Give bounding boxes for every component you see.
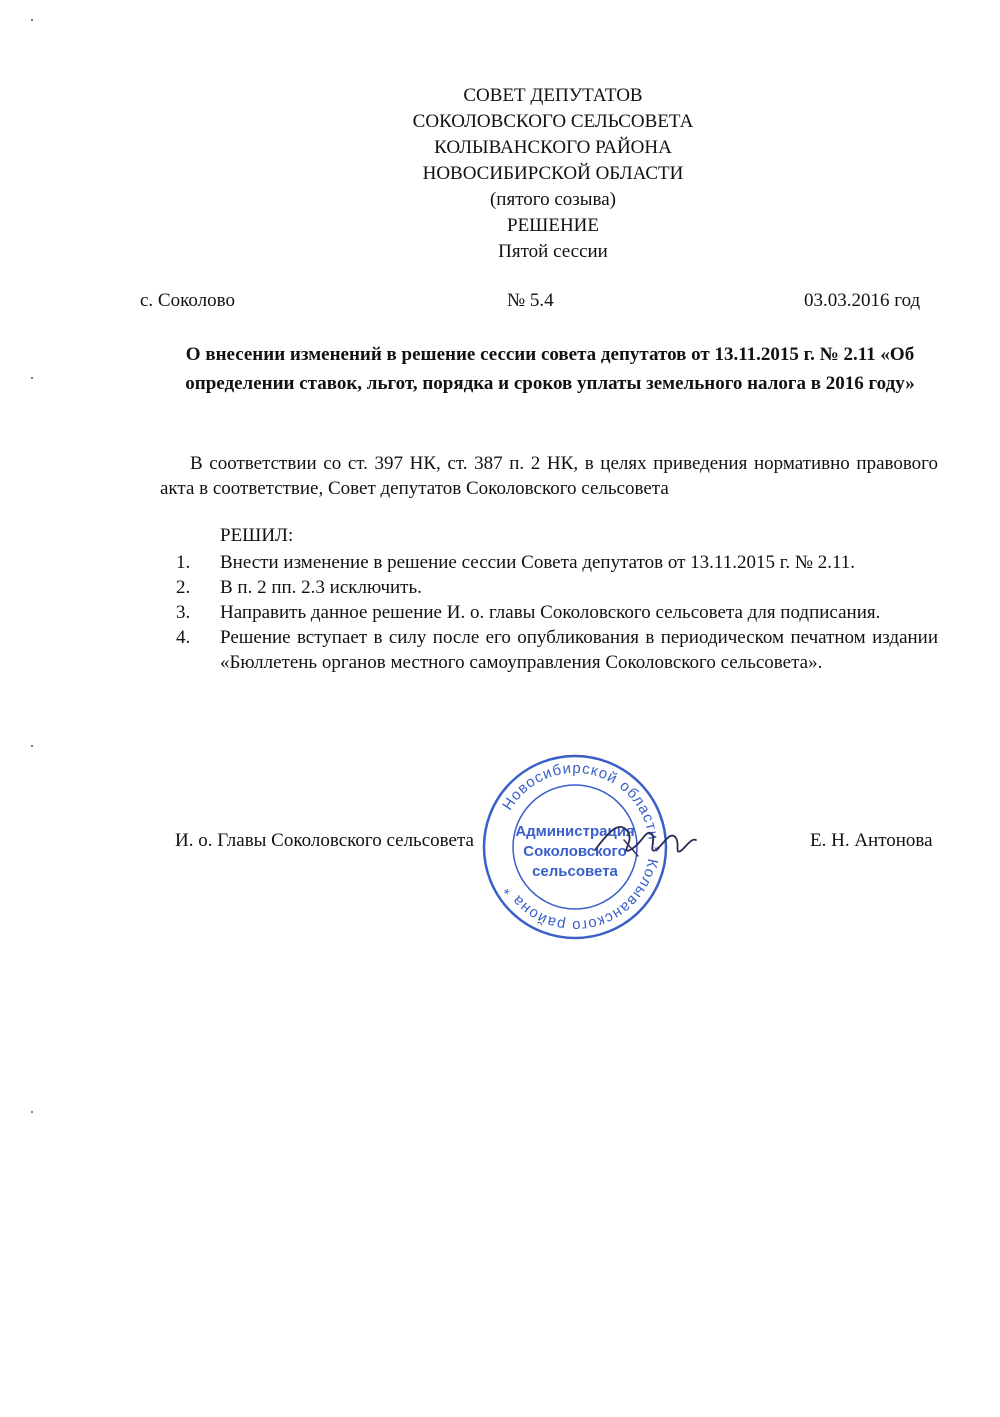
stamp-ring-text: Новосибирской области * Колыванского района * (499, 759, 663, 935)
list-item (160, 625, 938, 675)
document-subject (150, 340, 950, 398)
item-text: Решение вступает в силу после его опубликования в периодическом печатном издании «Бюллетень органов местного самоуправления Соколовского сельсовета». (220, 627, 938, 673)
preamble: В соответствии со ст. 397 НК, ст. 387 п. 2 НК, в целях приведения нормативно правового акта в соответствие, Совет депутатов Соколовского сельсовета (160, 453, 938, 499)
document-date: 03.03.2016 год (804, 290, 921, 311)
scan-mark (31, 745, 33, 747)
handwritten-signature (590, 810, 700, 870)
stamp-center-line-1: Администрация (515, 823, 635, 840)
scan-mark (31, 1111, 33, 1113)
list-item (160, 575, 938, 600)
subject-line-1: О внесении изменений в решение сессии совета депутатов от 13.11.2015 г. № 2.11 «Об (185, 344, 915, 365)
item-text: Внести изменение в решение сессии Совета депутатов от 13.11.2015 г. № 2.11. (220, 552, 856, 573)
resolution-items (160, 550, 938, 675)
signatory-position: И. о. Главы Соколовского сельсовета (175, 830, 474, 851)
signatory-name: Е. Н. Антонова (810, 830, 933, 851)
document-place: с. Соколово (140, 290, 235, 311)
item-text: В п. 2 пп. 2.3 исключить. (220, 577, 422, 598)
document-type: РЕШЕНИЕ (507, 215, 599, 236)
document-header (0, 83, 1000, 265)
item-number: 3. (176, 602, 191, 623)
item-text: Направить данное решение И. о. главы Соколовского сельсовета для подписания. (220, 602, 881, 623)
header-council: СОВЕТ ДЕПУТАТОВ (463, 85, 643, 106)
stamp-center-line-3: сельсовета (532, 863, 618, 880)
resolved-label: РЕШИЛ: (220, 525, 294, 546)
list-item (160, 600, 938, 625)
item-number: 4. (176, 627, 191, 648)
stamp-center-line-2: Соколовского (523, 843, 627, 860)
header-village-council: СОКОЛОВСКОГО СЕЛЬСОВЕТА (412, 111, 694, 132)
header-district: КОЛЫВАНСКОГО РАЙОНА (434, 137, 672, 158)
scan-mark (31, 19, 33, 21)
scan-mark (31, 377, 33, 379)
subject-line-2: определении ставок, льгот, порядка и сроков уплаты земельного налога в 2016 году» (185, 373, 915, 394)
item-number: 2. (176, 577, 191, 598)
document-number: № 5.4 (507, 290, 554, 311)
header-region: НОВОСИБИРСКОЙ ОБЛАСТИ (422, 163, 684, 184)
session-label: Пятой сессии (498, 241, 608, 262)
list-item (160, 550, 938, 575)
item-number: 1. (176, 552, 191, 573)
header-convocation: (пятого созыва) (489, 189, 617, 210)
